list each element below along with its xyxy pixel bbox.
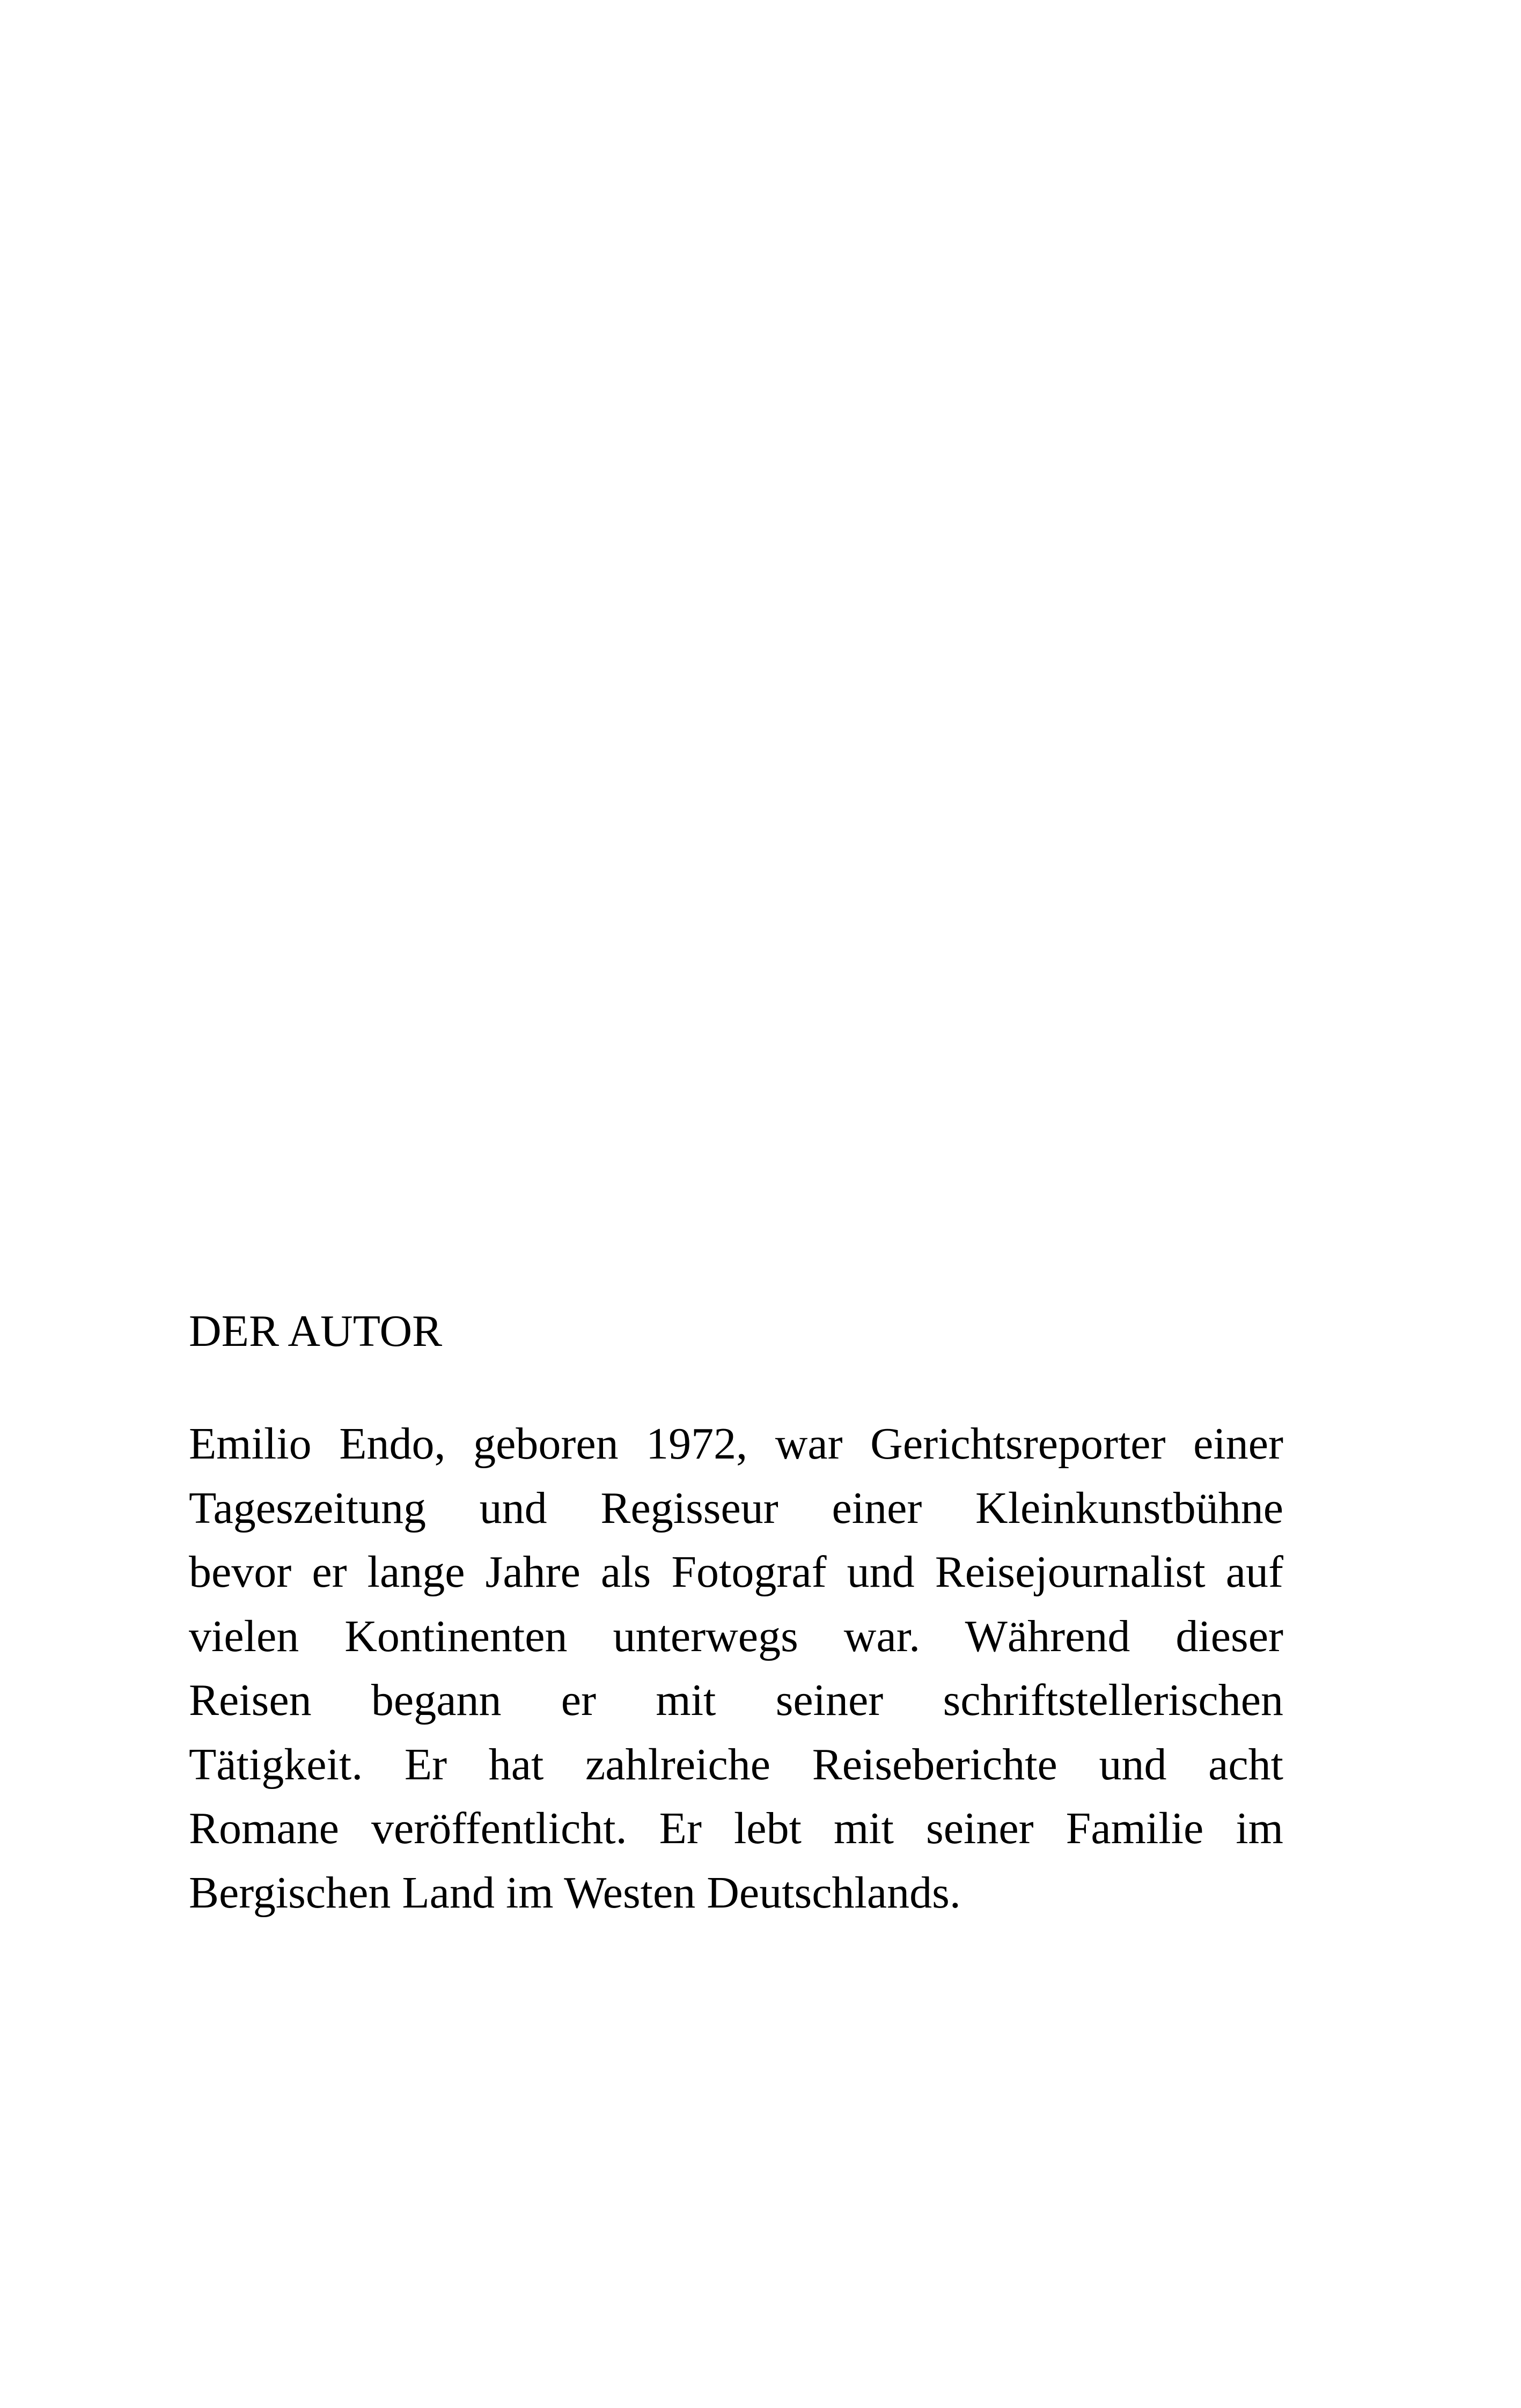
biography-line: vielen Kontinenten unterwegs war. Während dieser: [189, 1611, 1283, 1661]
biography-line: bevor er lange Jahre als Fotograf und Reisejournalist auf: [189, 1547, 1283, 1597]
biography-line: Emilio Endo, geboren 1972, war Gerichtsreporter einer: [189, 1419, 1283, 1469]
author-biography: [189, 1419, 1283, 1934]
biography-line: Tageszeitung und Regisseur einer Kleinkunstbühne: [189, 1483, 1283, 1533]
biography-line: Tätigkeit. Er hat zahlreiche Reiseberichte und acht: [189, 1739, 1283, 1790]
biography-line: Romane veröffentlicht. Er lebt mit seiner Familie im: [189, 1803, 1283, 1853]
section-heading: DER AUTOR: [189, 1306, 443, 1356]
biography-line: Bergischen Land im Westen Deutschlands.: [189, 1867, 961, 1918]
biography-line: Reisen begann er mit seiner schriftstellerischen: [189, 1675, 1283, 1725]
